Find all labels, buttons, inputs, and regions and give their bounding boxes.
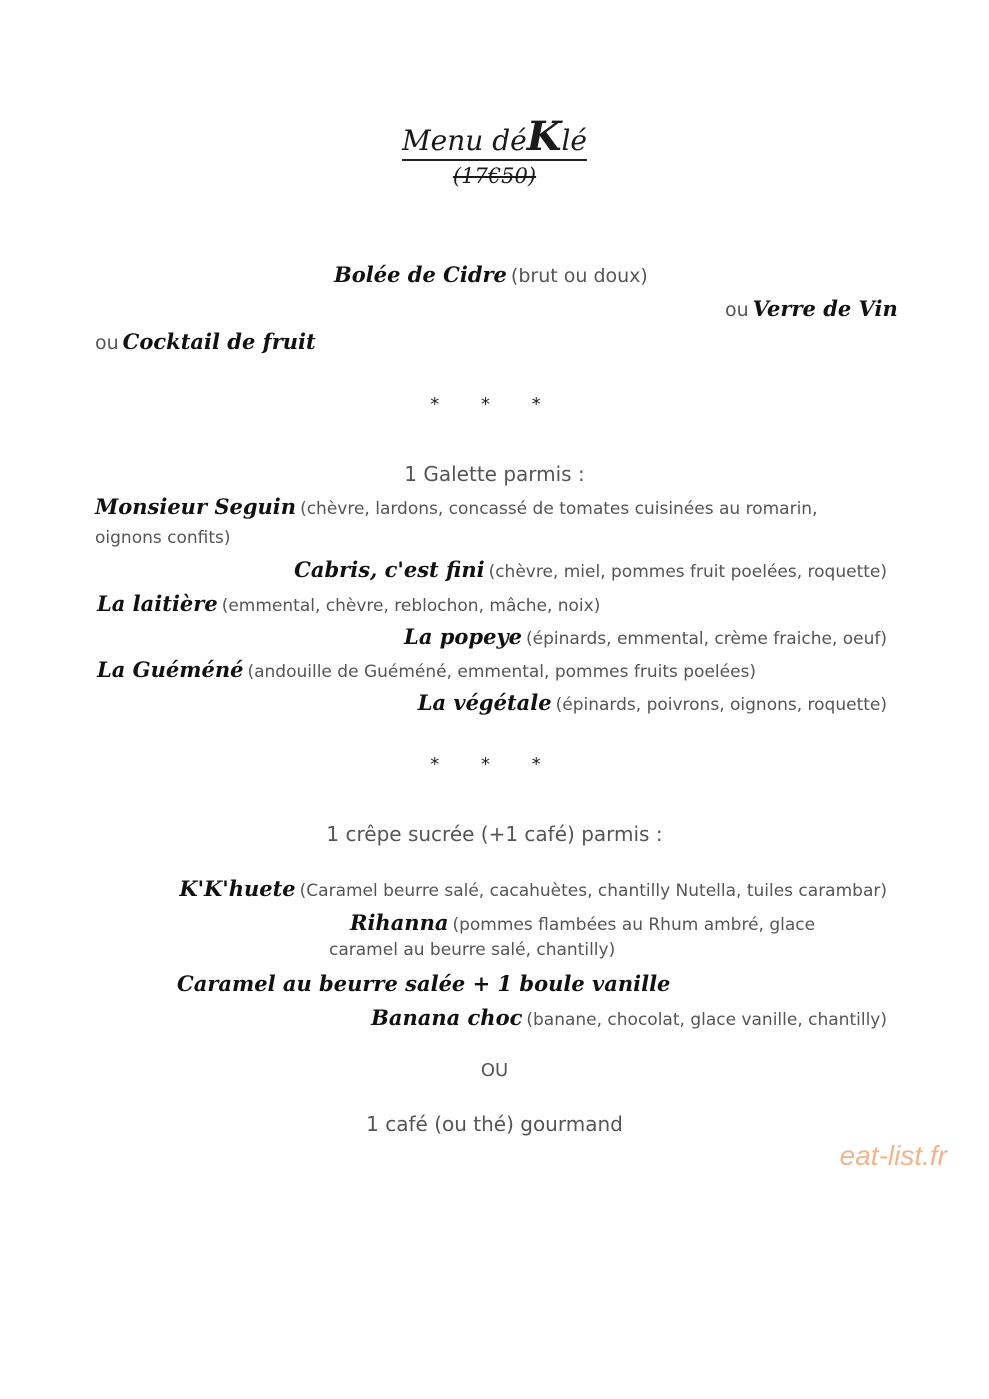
crepe-item [177,971,670,996]
item-detail: (épinards, poivrons, oignons, roquette) [555,695,887,715]
menu-price: (17€50) [452,164,537,188]
item-detail-continued: caramel au beurre salé, chantilly) [329,940,616,960]
drink-line-2 [725,296,898,321]
drink-name: Cocktail de fruit [122,329,316,354]
item-name: Monsieur Seguin [95,494,297,519]
item-name: Cabris, c'est fini [294,557,485,582]
item-detail: (pommes flambées au Rhum ambré, glace [452,915,816,935]
item-name: Caramel au beurre salée + 1 boule vanille [177,971,671,996]
drink-detail: (brut ou doux) [510,265,648,287]
item-name: Banana choc [371,1005,523,1030]
item-name: La laitière [97,591,218,616]
drink-line-3 [95,329,316,354]
item-name: Rihanna [350,910,449,935]
galette-item [95,494,817,519]
galette-item [294,557,887,582]
item-detail: (Caramel beurre salé, cacahuètes, chantilly Nutella, tuiles carambar) [299,881,887,901]
item-detail: (andouille de Guéméné, emmental, pommes fruits poelées) [247,662,757,682]
item-detail: (banane, chocolat, glace vanille, chantilly) [526,1010,887,1030]
item-detail: (chèvre, lardons, concassé de tomates cuisinées au romarin, [300,499,818,519]
item-name: La Guéméné [97,657,244,682]
galettes-heading: 1 Galette parmis : [404,462,585,486]
menu-title [0,113,989,160]
item-name: La végétale [417,690,552,715]
galette-item [97,591,600,616]
watermark: eat-list.fr [839,1140,947,1171]
item-detail: (emmental, chèvre, reblochon, mâche, noix) [221,596,601,616]
separator: * * * [430,394,559,415]
coffee-option: 1 café (ou thé) gourmand [366,1112,623,1136]
item-detail-continued: oignons confits) [95,528,231,548]
title-k: K [526,113,562,160]
item-detail: (épinards, emmental, crème fraiche, oeuf) [526,629,887,649]
or-word: OU [480,1060,509,1081]
drink-name: Bolée de Cidre [334,262,507,287]
title-prefix: Menu dé [402,124,527,157]
crepes-heading: 1 crêpe sucrée (+1 café) parmis : [326,822,663,846]
crepe-item [179,876,887,901]
item-name: La popeye [404,624,523,649]
galette-item [418,690,887,715]
item-name: K'K'huete [179,876,296,901]
drink-line-1 [334,262,648,287]
drink-prefix: ou [725,299,749,321]
item-detail: (chèvre, miel, pommes fruit poelées, roquette) [488,562,887,582]
title-suffix: lé [561,124,587,157]
drink-prefix: ou [95,332,119,354]
galette-item [97,657,756,682]
crepe-item [371,1005,887,1030]
separator: * * * [430,754,559,775]
galette-item [404,624,887,649]
drink-name: Verre de Vin [752,296,898,321]
crepe-item [350,910,815,935]
